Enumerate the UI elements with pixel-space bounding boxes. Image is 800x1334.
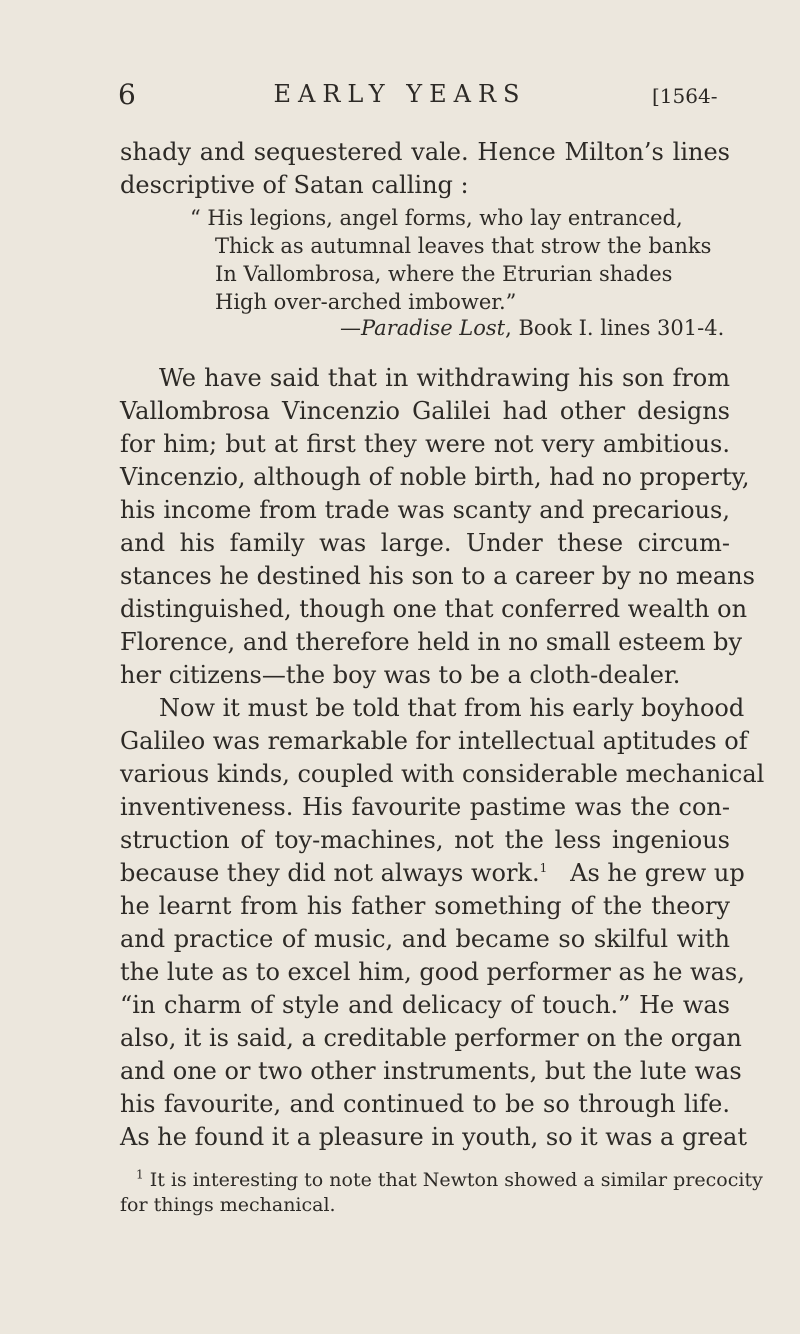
text-line: and one or two other instruments, but the lute was	[120, 1057, 742, 1085]
text-line: the lute as to excel him, good performer as he was,	[120, 958, 745, 986]
text-line: Vincenzio, although of noble birth, had no property,	[120, 463, 750, 491]
text-line: various kinds, coupled with considerable mechanical	[120, 760, 765, 788]
quote-line: High over-arched imbower.”	[215, 290, 517, 314]
text-line: and his family was large. Under these circum-	[120, 529, 730, 557]
footnote-reference[interactable]: 1	[539, 861, 548, 875]
text-line: stances he destined his son to a career by no means	[120, 562, 755, 590]
text-line: and practice of music, and became so skilful with	[120, 925, 730, 953]
date-range: [1564-	[652, 84, 718, 108]
text-line: also, it is said, a creditable performer on the organ	[120, 1024, 742, 1052]
quote-line: “ His legions, angel forms, who lay entranced,	[190, 206, 683, 230]
text-line: he learnt from his father something of the theory	[120, 892, 730, 920]
text-line: “in charm of style and delicacy of touch.” He was	[120, 991, 730, 1019]
text-line: shady and sequestered vale. Hence Milton’s lines	[120, 138, 730, 166]
running-title: EARLY YEARS	[273, 80, 527, 108]
text-line: descriptive of Satan calling :	[120, 171, 469, 199]
text-line: inventiveness. His favourite pastime was the con-	[120, 793, 730, 821]
text-line: distinguished, though one that conferred wealth on	[120, 595, 748, 623]
footnote-line: for things mechanical.	[120, 1194, 336, 1216]
text-line: struction of toy-machines, not the less ingenious	[120, 826, 730, 854]
quote-attribution: —Paradise Lost, Book I. lines 301-4.	[340, 316, 725, 340]
running-header	[0, 78, 800, 118]
text-line: Now it must be told that from his early boyhood	[159, 694, 745, 722]
footnote-marker: 1	[136, 1167, 144, 1182]
work-title: Paradise Lost	[361, 316, 506, 340]
quote-line: Thick as autumnal leaves that strow the banks	[215, 234, 712, 258]
text-line: As he found it a pleasure in youth, so it was a great	[120, 1123, 747, 1151]
text-line: Florence, and therefore held in no small esteem by	[120, 628, 743, 656]
text-line: Galileo was remarkable for intellectual aptitudes of	[120, 727, 748, 755]
text-line: her citizens—the boy was to be a cloth-dealer.	[120, 661, 681, 689]
text-line: for him; but at first they were not very ambitious.	[120, 430, 730, 458]
text-line: his favourite, and continued to be so through life.	[120, 1090, 730, 1118]
text-line: because they did not always work.$^1$ As he grew up	[120, 859, 745, 887]
text-line: We have said that in withdrawing his son from	[159, 364, 730, 392]
text-line: Vallombrosa Vincenzio Galilei had other designs	[120, 397, 730, 425]
text-line: his income from trade was scanty and precarious,	[120, 496, 730, 524]
page-number: 6	[118, 78, 136, 111]
quote-line: In Vallombrosa, where the Etrurian shades	[215, 262, 673, 286]
footnote-line: $^1$ It is interesting to note that Newton showed a similar precocity	[136, 1167, 763, 1191]
